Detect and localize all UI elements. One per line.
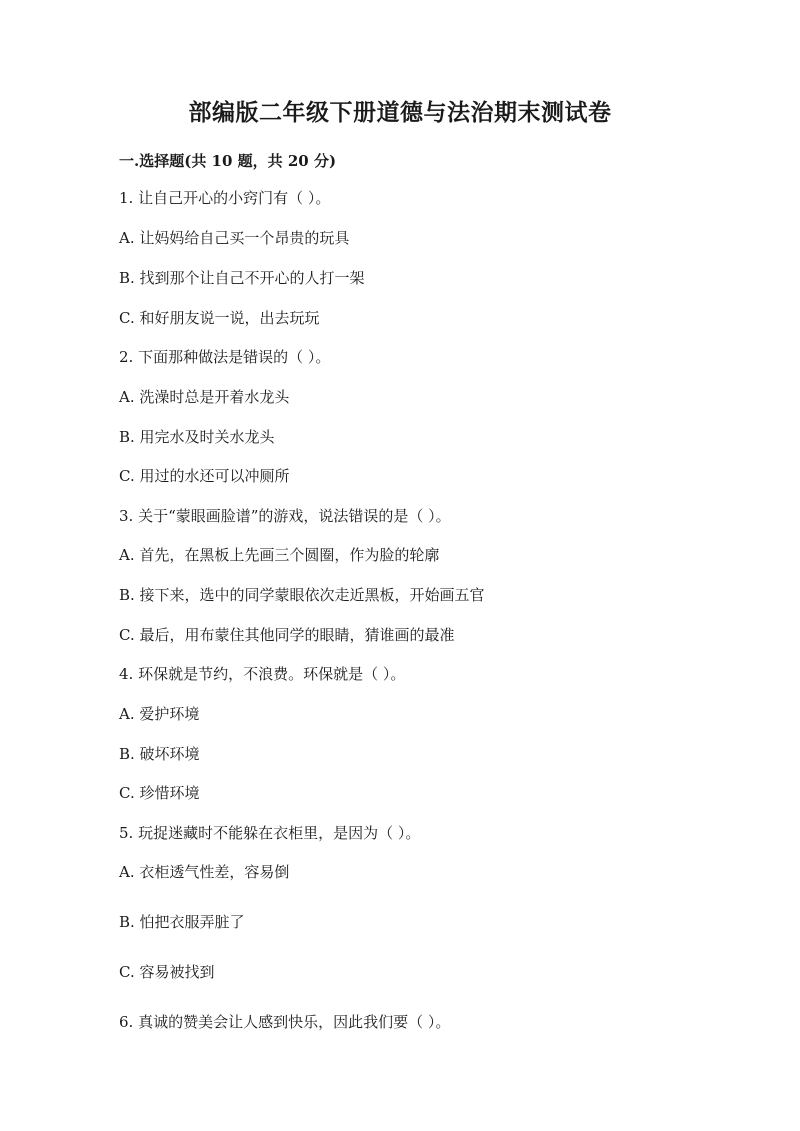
question-2-stem: 2. 下面那种做法是错误的（ ）。 bbox=[119, 348, 331, 366]
question-2-option-b: B. 用完水及时关水龙头 bbox=[119, 428, 275, 446]
question-4-option-b: B. 破坏环境 bbox=[119, 745, 200, 763]
question-6-stem: 6. 真诚的赞美会让人感到快乐，因此我们要（ ）。 bbox=[119, 1013, 451, 1031]
section-heading: 一.选择题(共 10 题，共 20 分) bbox=[119, 152, 337, 170]
question-3-option-c: C. 最后，用布蒙住其他同学的眼睛，猜谁画的最准 bbox=[119, 626, 455, 644]
question-5-stem: 5. 玩捉迷藏时不能躲在衣柜里，是因为（ ）。 bbox=[119, 824, 421, 842]
question-4-option-c: C. 珍惜环境 bbox=[119, 784, 200, 802]
question-5-option-b: B. 怕把衣服弄脏了 bbox=[119, 913, 245, 931]
page-title: 部编版二年级下册道德与法治期末测试卷 bbox=[188, 99, 612, 126]
question-4-option-a: A. 爱护环境 bbox=[119, 705, 200, 723]
question-1-option-b: B. 找到那个让自己不开心的人打一架 bbox=[119, 269, 365, 287]
question-4-stem: 4. 环保就是节约，不浪费。环保就是（ ）。 bbox=[119, 665, 406, 683]
question-1-option-a: A. 让妈妈给自己买一个昂贵的玩具 bbox=[119, 229, 350, 247]
question-5-option-a: A. 衣柜透气性差，容易倒 bbox=[119, 863, 290, 881]
question-2-option-a: A. 洗澡时总是开着水龙头 bbox=[119, 388, 290, 406]
question-3-option-b: B. 接下来，选中的同学蒙眼依次走近黑板，开始画五官 bbox=[119, 586, 485, 604]
question-3-option-a: A. 首先，在黑板上先画三个圆圈，作为脸的轮廓 bbox=[119, 546, 440, 564]
question-2-option-c: C. 用过的水还可以冲厕所 bbox=[119, 467, 290, 485]
question-1-stem: 1. 让自己开心的小窍门有（ ）。 bbox=[119, 189, 331, 207]
question-5-option-c: C. 容易被找到 bbox=[119, 963, 215, 981]
question-3-stem: 3. 关于“蒙眼画脸谱”的游戏，说法错误的是（ ）。 bbox=[119, 507, 451, 525]
question-1-option-c: C. 和好朋友说一说，出去玩玩 bbox=[119, 309, 320, 327]
